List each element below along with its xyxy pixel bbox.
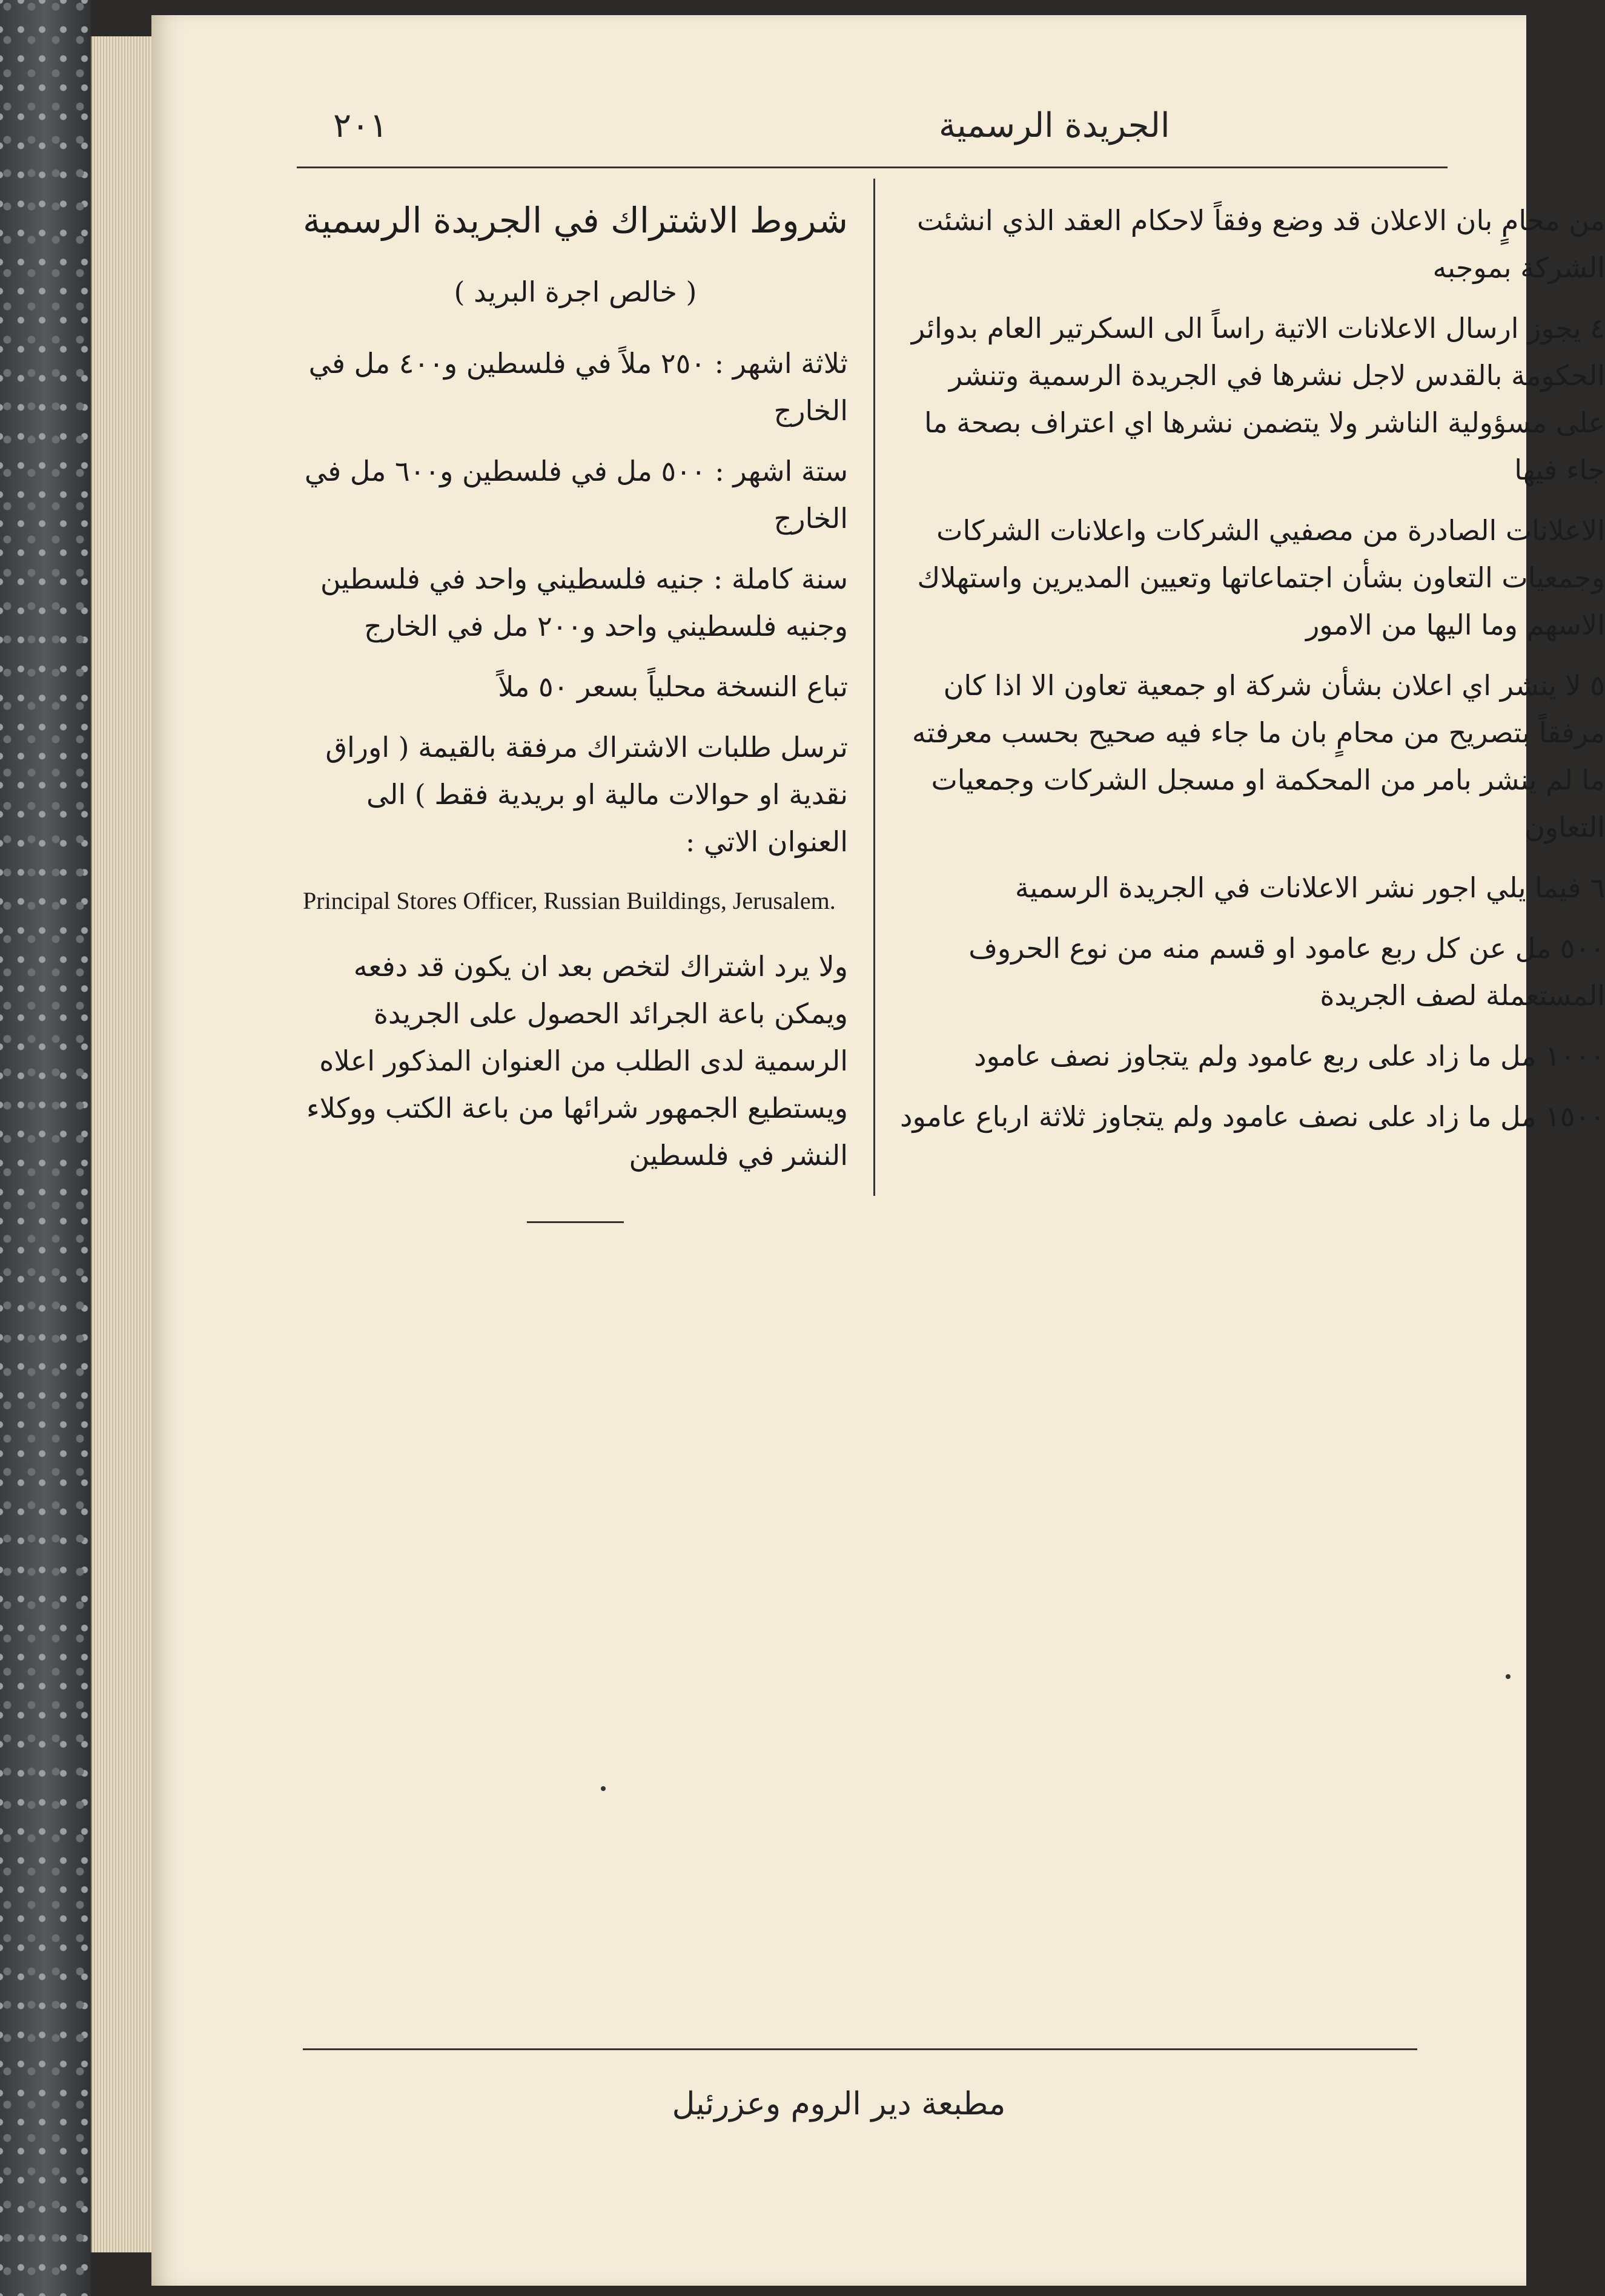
- paragraph: ٦ فيما يلي اجور نشر الاعلانات في الجريدة الرسمية: [1014, 871, 1605, 904]
- column-divider: [873, 179, 875, 1196]
- footer-rule: [303, 2048, 1417, 2050]
- paragraph: ١٠٠٠ مل ما زاد على ربع عامود ولم يتجاوز نصف عامود: [974, 1040, 1605, 1072]
- page-number: ٢٠١: [333, 106, 388, 145]
- rate-line: ستة اشهر : ٥٠٠ مل في فلسطين و٦٠٠ مل في الخارج: [304, 455, 848, 535]
- paragraph: ١٥٠٠ مل ما زاد على نصف عامود ولم يتجاوز ثلاثة ارباع عامود: [900, 1100, 1605, 1133]
- closing-paragraph: ولا يرد اشتراك لتخص بعد ان يكون قد دفعه ويمكن باعة الجرائد الحصول على الجريدة الرسمية لدى الطلب من العنوان المذكور اعلاه ويستطيع الجمهور شرائها من باعة الكتب ووكلاء النشر في فلسطين: [306, 950, 848, 1172]
- book-binding: [0, 0, 91, 2296]
- paragraph: ٥ لا ينشر اي اعلان بشأن شركة او جمعية تعاون الا اذا كان مرفقاً بتصريح من محامٍ بان ما جاء فيه صحيح بحسب معرفته ما لم ينشر بامر من المحكمة او مسجل الشركات وجمعيات التعاون: [912, 669, 1605, 843]
- section-end-rule: [527, 1221, 624, 1223]
- page-edges: [91, 36, 159, 2252]
- send-instructions: ترسل طلبات الاشتراك مرفقة بالقيمة ( اوراق نقدية او حوالات مالية او بريدية فقط ) الى العنوان الاتي :: [325, 731, 848, 858]
- paragraph: ٤ يجوز ارسال الاعلانات الاتية راساً الى السكرتير العام بدوائر الحكومة بالقدس لاجل نشرها في الجريدة الرسمية وتنشر على مسؤولية الناشر ولا يتضمن نشرها اي اعتراف بصحة ما جاء فيها: [911, 312, 1605, 486]
- paragraph: الاعلانات الصادرة من مصفيي الشركات واعلانات الشركات وجمعيات التعاون بشأن اجتماعاتها وتعيين المديرين واستهلاك الاسهم وما اليها من الامور: [917, 514, 1605, 641]
- printer-imprint: مطبعة دير الروم وعزرئيل: [672, 2086, 1006, 2122]
- paper-speck: [1506, 1674, 1511, 1679]
- rate-line: ثلاثة اشهر : ٢٥٠ ملاً في فلسطين و٤٠٠ مل في الخارج: [308, 347, 848, 427]
- left-column: [303, 197, 848, 1223]
- single-copy-price: تباع النسخة محلياً بسعر ٥٠ ملاً: [498, 670, 848, 703]
- postal-address: Principal Stores Officer, Russian Buildings, Jerusalem.: [303, 887, 836, 914]
- running-title: الجريدة الرسمية: [939, 106, 1170, 145]
- rate-line: سنة كاملة : جنيه فلسطيني واحد في فلسطين وجنيه فلسطيني واحد و٢٠٠ مل في الخارج: [320, 562, 848, 642]
- paragraph: من محامٍ بان الاعلان قد وضع وفقاً لاحكام العقد الذي انشئت الشركة بموجبه: [917, 204, 1605, 284]
- header-rule: [297, 167, 1448, 168]
- subscription-title: شروط الاشتراك في الجريدة الرسمية: [303, 200, 848, 241]
- document-page: [151, 15, 1605, 2286]
- paragraph: ٥٠٠ مل عن كل ربع عامود او قسم منه من نوع الحروف المستعملة لصف الجريدة: [968, 932, 1605, 1012]
- paper-speck: [601, 1786, 606, 1791]
- right-column: [896, 197, 1605, 1153]
- subscription-subtitle: ( خالص اجرة البريد ): [454, 275, 697, 308]
